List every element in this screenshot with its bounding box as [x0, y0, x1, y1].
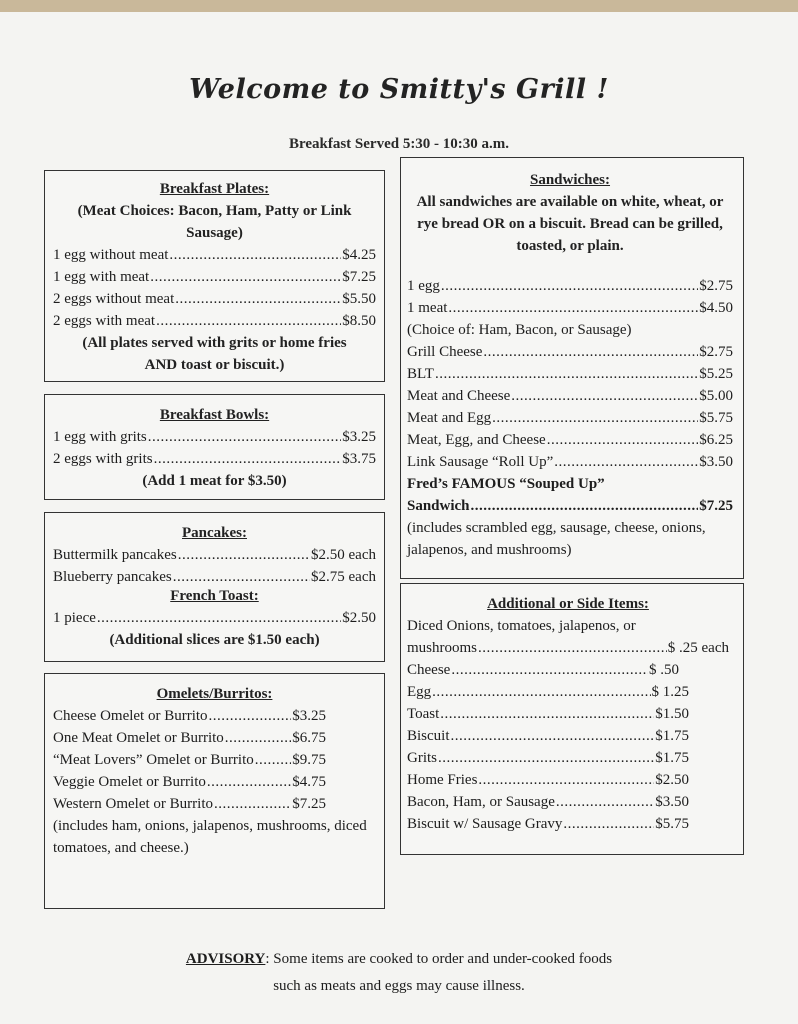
menu-item: 2 eggs with meat ..... $8.50 — [53, 310, 376, 332]
menu-item: Meat and Egg ..... $5.75 — [407, 407, 733, 429]
advisory-line-1 — [0, 946, 798, 973]
menu-item: Link Sausage “Roll Up” ..... $3.50 — [407, 451, 733, 473]
menu-item: One Meat Omelet or Burrito ..... $6.75 — [53, 727, 376, 749]
menu-item: mushrooms ..... $ .25 each — [407, 637, 729, 659]
menu-item: Buttermilk pancakes ..... $2.50 each — [53, 544, 376, 566]
menu-item: Meat and Cheese ..... $5.00 — [407, 385, 733, 407]
pancakes-box — [44, 512, 385, 662]
breakfast-plates-heading: Breakfast Plates: — [159, 181, 270, 197]
menu-item: 1 egg with meat ..... $7.25 — [53, 266, 376, 288]
menu-item: “Meat Lovers” Omelet or Burrito ..... $9.75 — [53, 749, 376, 771]
menu-item: 1 piece ..... $2.50 — [53, 607, 376, 629]
menu-item: 2 eggs with grits ..... $3.75 — [53, 448, 376, 470]
advisory-text-1: : Some items are cooked to order and under-cooked foods — [265, 951, 613, 967]
menu-item: Bacon, Ham, or Sausage ..... $3.50 — [407, 791, 729, 813]
freds-famous-sandwich-note: (includes scrambled egg, sausage, cheese, onions, jalapenos, and mushrooms) — [407, 520, 706, 558]
breakfast-bowls-box — [44, 394, 385, 500]
sandwiches-heading: Sandwiches: — [529, 172, 611, 188]
menu-item: Home Fries ..... $2.50 — [407, 769, 729, 791]
breakfast-bowls-note: (Add 1 meat for $3.50) — [142, 473, 287, 489]
menu-item: Cheese Omelet or Burrito ..... $3.25 — [53, 705, 376, 727]
menu-item: BLT ..... $5.25 — [407, 363, 733, 385]
side-items-toppings-line: Diced Onions, tomatoes, jalapenos, or — [407, 618, 636, 634]
menu-item: 1 egg ..... $2.75 — [407, 275, 733, 297]
french-toast-heading: French Toast: — [170, 588, 259, 604]
advisory-text-2: such as meats and eggs may cause illness. — [273, 978, 525, 994]
omelets-box — [44, 673, 385, 909]
pancakes-heading: Pancakes: — [182, 525, 247, 541]
advisory-label: ADVISORY — [185, 951, 266, 967]
french-toast-note: (Additional slices are $1.50 each) — [109, 632, 320, 648]
menu-item: Egg ..... $ 1.25 — [407, 681, 729, 703]
sandwiches-bread-note: All sandwiches are available on white, wheat, or rye bread OR on a biscuit. Bread can be grilled, toasted, or plain. — [416, 194, 724, 254]
freds-famous-sandwich-title: Fred’s FAMOUS “Souped Up” — [407, 476, 605, 492]
sandwiches-box — [400, 157, 744, 579]
side-items-box — [400, 583, 744, 855]
menu-title: Welcome to Smitty's Grill ! — [189, 74, 609, 105]
menu-item: Meat, Egg, and Cheese ..... $6.25 — [407, 429, 733, 451]
menu-item: Biscuit w/ Sausage Gravy ..... $5.75 — [407, 813, 729, 835]
menu-item: Western Omelet or Burrito ..... $7.25 — [53, 793, 376, 815]
breakfast-plates-box — [44, 170, 385, 382]
omelets-heading: Omelets/Burritos: — [156, 686, 273, 702]
breakfast-plates-note: (All plates served with grits or home fries AND toast or biscuit.) — [82, 335, 347, 373]
menu-item: 2 eggs without meat ..... $5.50 — [53, 288, 376, 310]
side-items-heading: Additional or Side Items: — [487, 596, 649, 612]
menu-item: Biscuit ..... $1.75 — [407, 725, 729, 747]
omelets-western-note: (includes ham, onions, jalapenos, mushrooms, diced tomatoes, and cheese.) — [53, 818, 367, 856]
breakfast-plates-meat-choices: (Meat Choices: Bacon, Ham, Patty or Link Sausage) — [77, 203, 352, 241]
menu-item: 1 egg without meat ..... $4.25 — [53, 244, 376, 266]
menu-item: Toast ..... $1.50 — [407, 703, 729, 725]
menu-item: Grits ..... $1.75 — [407, 747, 729, 769]
sandwiches-meat-choice: (Choice of: Ham, Bacon, or Sausage) — [407, 322, 632, 338]
breakfast-bowls-heading: Breakfast Bowls: — [159, 407, 270, 423]
menu-item: Veggie Omelet or Burrito ..... $4.75 — [53, 771, 376, 793]
menu-paper — [0, 12, 798, 1024]
breakfast-hours: Breakfast Served 5:30 - 10:30 a.m. — [288, 136, 510, 152]
menu-item: Cheese ..... $ .50 — [407, 659, 729, 681]
menu-item: Sandwich ..... $7.25 — [407, 495, 733, 517]
menu-item: Blueberry pancakes ..... $2.75 each — [53, 566, 376, 588]
menu-item: 1 meat ..... $4.50 — [407, 297, 733, 319]
menu-item: Grill Cheese ..... $2.75 — [407, 341, 733, 363]
menu-item: 1 egg with grits ..... $3.25 — [53, 426, 376, 448]
advisory-notice — [0, 946, 798, 1000]
